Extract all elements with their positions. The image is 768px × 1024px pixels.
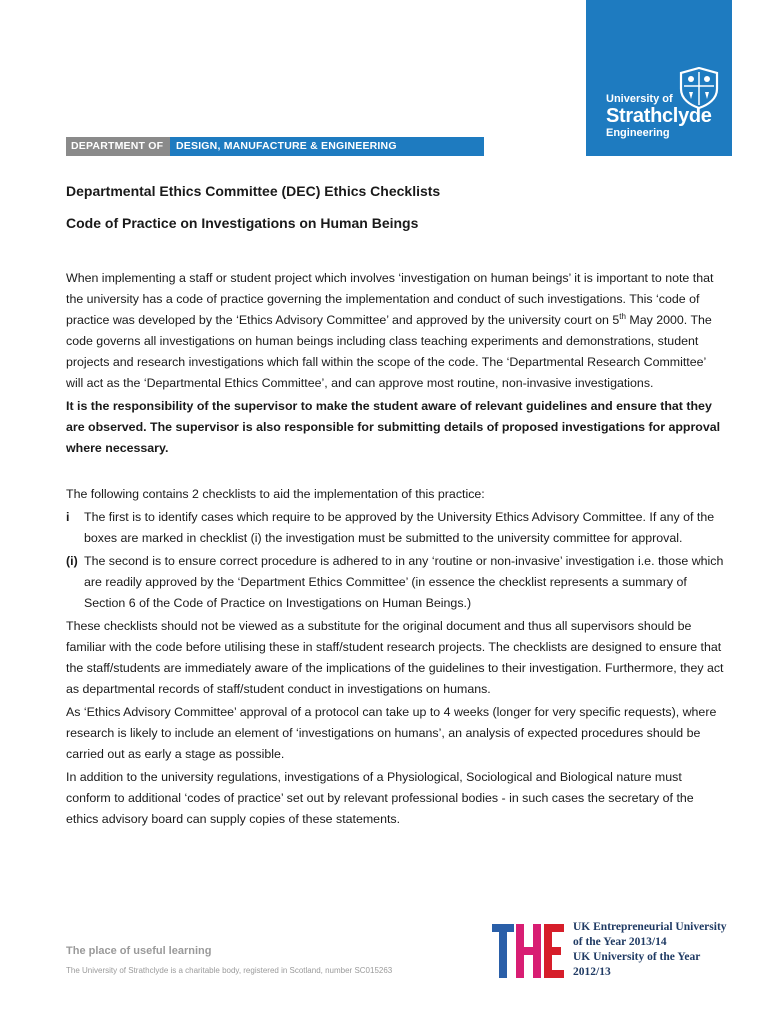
additional-regulations-paragraph: In addition to the university regulations, investigations of a Physiological, Sociological and Biological nature must conform to additional ‘codes of practice’ set out by relevant professional bodies - in such cases the secretary of the ethics advisory board can supply copies of these statements. [66,770,694,826]
logo-strathclyde: Strathclyde [606,105,712,127]
logo-engineering: Engineering [606,127,670,139]
list-item-text: The first is to identify cases which require to be approved by the University Ethics Advisory Committee. If any of the boxes are marked in checklist (i) the investigation must be submitted to the university committee for approval. [84,510,715,545]
list-item [66,507,726,549]
department-name: DESIGN, MANUFACTURE & ENGINEERING MANAGEMENT [170,137,484,156]
intro-paragraph [66,268,726,394]
department-prefix: DEPARTMENT OF [66,137,170,156]
footer-legal: The University of Strathclyde is a charitable body, registered in Scotland, number SC015263 [66,966,393,975]
footer-tagline: The place of useful learning [66,945,212,957]
list-item-marker: i [66,510,70,524]
award-line: UK Entrepreneurial University [573,921,727,933]
university-logo [586,0,732,156]
list-item [66,551,726,614]
page-subtitle: Code of Practice on Investigations on Human Beings [66,215,419,231]
responsibility-paragraph: It is the responsibility of the supervisor to make the student aware of relevant guidelines and ensure that they are observed. The supervisor is also responsible for submitting details of proposed investigations for approval where necessary. [66,399,721,455]
list-item-text: The second is to ensure correct procedure is adhered to in any ‘routine or non-invasive’ investigation i.e. those which are readily approved by the ‘Department Ethics Committee’ (in essence the checklist represents a summary of Section 6 of the Code of Practice on Investigations on Human Beings.) [84,554,724,610]
award-line: UK University of the Year [573,951,701,963]
intro-superscript: th [619,311,626,321]
list-item-marker: (i) [66,554,78,568]
award-logo-text: THE [492,922,494,923]
award-line: of the Year 2013/14 [573,936,667,948]
substitute-paragraph: These checklists should not be viewed as a substitute for the original document and thus all supervisors should be familiar with the code before utilising these in staff/student research projects. The checklists are designed to ensure that the staff/students are immediately aware of the implications of the guidelines to their investigation. Furthermore, they act as departmental records of staff/student conduct in investigations on humans. [66,619,724,696]
intro-text-a: When implementing a staff or student project which involves ‘investigation on human beings’ it is important to note that the university has a code of practice governing the implementation and conduct of such investigations. This ‘code of practice was developed by the ‘Ethics Advisory Committee’ and approved by the university court on 5 [66,271,714,327]
award-text [573,920,727,980]
page-title: Departmental Ethics Committee (DEC) Ethics Checklists [66,183,441,199]
checklists-intro: The following contains 2 checklists to aid the implementation of this practice: [66,487,485,501]
logo-university-of: University of [606,93,673,105]
document-body [66,268,726,830]
award-line: 2012/13 [573,966,611,978]
the-award-logo [492,922,564,980]
approval-time-paragraph: As ‘Ethics Advisory Committee’ approval of a protocol can take up to 4 weeks (longer for very specific requests), where research is likely to include an element of ‘investigations on humans’, an analysis of expected procedures should be carried out as early a stage as possible. [66,705,717,761]
department-bar [66,137,484,171]
intro-text-b: May 2000. The code governs all investigations on human beings including class teaching experiments and demonstrations, student projects and research investigations which fall within the scope of the code. The ‘Departmental Research Committee’ will act as the ‘Departmental Ethics Committee’, and can approve most routine, non-invasive investigations. [66,313,712,390]
